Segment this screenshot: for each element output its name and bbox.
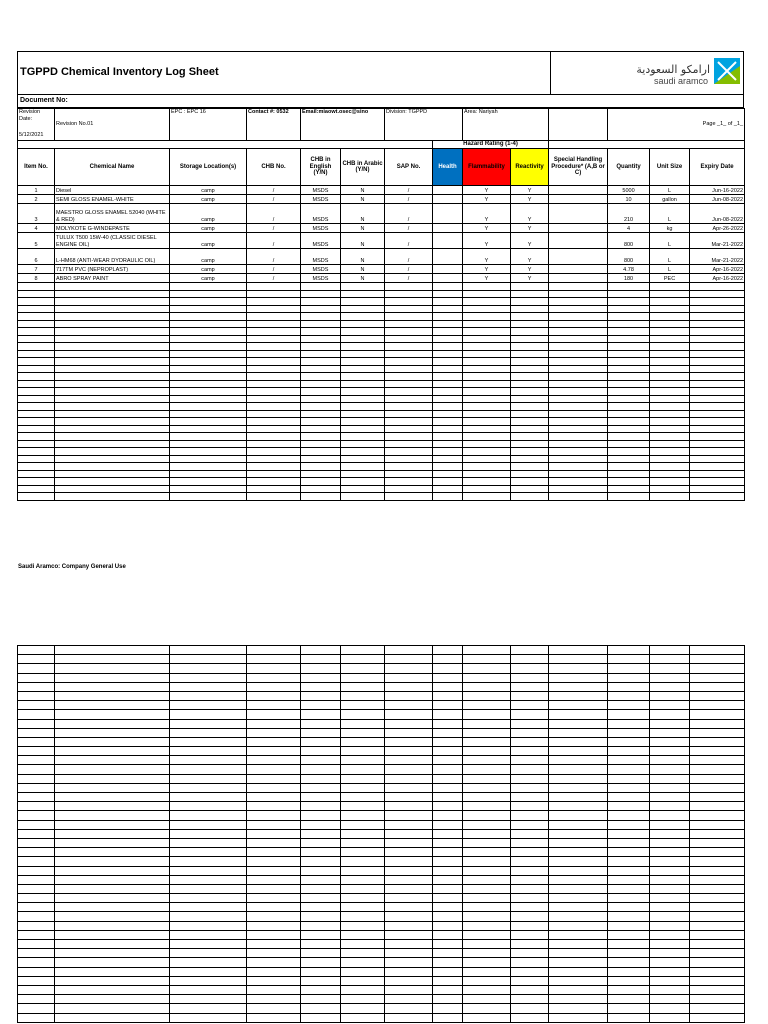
cell-chb-arabic: N [341,274,385,283]
cell-expiry-date: Jun-08-2022 [690,195,745,204]
empty-row [18,737,745,746]
cell-special-handling [549,224,608,233]
cell-unit-size: PEC [650,274,690,283]
empty-row [18,857,745,866]
col-unit-size: Unit Size [650,149,690,186]
empty-row [18,305,745,313]
cell-chb-no: / [247,233,301,249]
empty-row [18,283,745,291]
col-flammability: Flammability [463,149,511,186]
col-storage-location: Storage Location(s) [170,149,247,186]
cell-chb-no: / [247,265,301,274]
data-rows [18,186,745,283]
cell-chb-no: / [247,204,301,224]
cell-chb-arabic: N [341,265,385,274]
empty-row [18,921,745,930]
empty-row [18,728,745,737]
col-quantity: Quantity [608,149,650,186]
sheet-page-2 [17,645,744,1023]
empty-row [18,463,745,471]
cell-health [433,274,463,283]
logo-english-text: saudi aramco [653,76,708,86]
empty-row [18,940,745,949]
empty-row [18,478,745,486]
table-row [18,195,745,204]
area-cell: Area: Nariyah [463,109,549,141]
blank-rows [18,283,745,501]
cell-reactivity: Y [511,274,549,283]
cell-expiry-date: Mar-21-2022 [690,233,745,249]
info-blank-cell [549,109,608,141]
cell-flammability: Y [463,186,511,195]
sheet-page-1 [17,51,744,501]
cell-sap-no: / [385,204,433,224]
cell-special-handling [549,249,608,265]
document-no-label: Document No: [20,97,68,104]
empty-row [18,320,745,328]
aramco-logo-icon [714,58,740,84]
cell-item-no: 7 [18,265,55,274]
division-cell: Division: TGPPD [385,109,463,141]
table-row [18,274,745,283]
cell-reactivity: Y [511,233,549,249]
empty-row [18,418,745,426]
cell-unit-size: L [650,249,690,265]
col-sap-no: SAP No. [385,149,433,186]
cell-item-no: 1 [18,186,55,195]
empty-row [18,710,745,719]
cell-chb-english: MSDS [301,195,341,204]
cell-chb-arabic: N [341,233,385,249]
cell-storage-location: camp [170,249,247,265]
col-item-no: Item No. [18,149,55,186]
cell-chemical-name: TULUX T500 15W-40 (CLASSIC DIESEL ENGINE OIL) [55,233,170,249]
cell-special-handling [549,186,608,195]
empty-row [18,313,745,321]
cell-storage-location: camp [170,204,247,224]
empty-row [18,470,745,478]
cell-flammability: Y [463,249,511,265]
cell-chb-no: / [247,186,301,195]
col-expiry-date: Expiry Date [690,149,745,186]
cell-unit-size: gallon [650,195,690,204]
cell-special-handling [549,195,608,204]
cell-expiry-date: Apr-16-2022 [690,265,745,274]
cell-unit-size: kg [650,224,690,233]
revision-no-cell: Revision No.01 [55,109,170,141]
col-chb-no: CHB No. [247,149,301,186]
cell-chb-arabic: N [341,204,385,224]
empty-row [18,967,745,976]
cell-chb-no: / [247,195,301,204]
empty-row [18,903,745,912]
page-cell: Page _1_ of _1_ [608,109,745,141]
empty-row [18,719,745,728]
cell-storage-location: camp [170,195,247,204]
cell-chb-english: MSDS [301,224,341,233]
cell-unit-size: L [650,186,690,195]
cell-special-handling [549,233,608,249]
cell-item-no: 8 [18,274,55,283]
title-row [17,51,744,95]
email-cell: Email:miaowt.osec@sino [301,109,385,141]
revision-date-value: 5/12/2021 [19,132,44,138]
empty-row [18,1013,745,1022]
empty-row [18,403,745,411]
cell-health [433,186,463,195]
cell-item-no: 6 [18,249,55,265]
empty-row [18,373,745,381]
empty-row [18,1004,745,1013]
empty-row [18,298,745,306]
info-row [18,109,745,141]
cell-expiry-date: Jun-16-2022 [690,186,745,195]
cell-health [433,224,463,233]
cell-quantity: 4.78 [608,265,650,274]
empty-row [18,655,745,664]
empty-row [18,976,745,985]
inventory-table [17,108,745,501]
cell-item-no: 5 [18,233,55,249]
empty-row [18,358,745,366]
empty-row [18,493,745,501]
cell-chemical-name: 717TM PVC (NEPROPLAST) [55,265,170,274]
cell-quantity: 10 [608,195,650,204]
empty-row [18,958,745,967]
empty-row [18,410,745,418]
cell-item-no: 2 [18,195,55,204]
empty-row [18,747,745,756]
footer-classification: Saudi Aramco: Company General Use [18,564,126,570]
cell-flammability: Y [463,265,511,274]
empty-row [18,455,745,463]
cell-special-handling [549,274,608,283]
cell-quantity: 5000 [608,186,650,195]
cell-sap-no: / [385,186,433,195]
table-row [18,265,745,274]
revision-date-label: Revision Date: [19,109,41,122]
empty-row [18,811,745,820]
logo-arabic-text: ارامكو السعودية [636,63,710,76]
cell-chb-english: MSDS [301,233,341,249]
cell-chemical-name: Diesel [55,186,170,195]
empty-row [18,995,745,1004]
empty-row [18,388,745,396]
empty-row [18,802,745,811]
cell-sap-no: / [385,265,433,274]
cell-reactivity: Y [511,195,549,204]
empty-row [18,783,745,792]
empty-row [18,682,745,691]
cell-chb-english: MSDS [301,249,341,265]
cell-storage-location: camp [170,186,247,195]
empty-row [18,793,745,802]
empty-row [18,343,745,351]
empty-row [18,848,745,857]
cell-reactivity: Y [511,265,549,274]
empty-row [18,774,745,783]
cell-health [433,233,463,249]
empty-row [18,701,745,710]
cell-chemical-name: MOLYKOTE G-WINDEPASTE [55,224,170,233]
col-reactivity: Reactivity [511,149,549,186]
cell-reactivity: Y [511,224,549,233]
hazard-header-row [18,141,745,149]
sheet-title: TGPPD Chemical Inventory Log Sheet [20,66,219,78]
empty-row [18,664,745,673]
column-header-row [18,149,745,186]
table-row [18,204,745,224]
cell-quantity: 800 [608,249,650,265]
empty-row [18,328,745,336]
empty-row [18,949,745,958]
cell-health [433,249,463,265]
cell-reactivity: Y [511,249,549,265]
cell-sap-no: / [385,224,433,233]
cell-sap-no: / [385,274,433,283]
empty-row [18,440,745,448]
cell-chb-arabic: N [341,186,385,195]
cell-health [433,195,463,204]
cell-expiry-date: Mar-21-2022 [690,249,745,265]
cell-unit-size: L [650,265,690,274]
cell-flammability: Y [463,195,511,204]
cell-chemical-name: ABRO SPRAY PAINT [55,274,170,283]
cell-storage-location: camp [170,233,247,249]
cell-expiry-date: Jun-08-2022 [690,204,745,224]
cell-chb-no: / [247,249,301,265]
cell-quantity: 800 [608,233,650,249]
empty-row [18,884,745,893]
cell-chb-english: MSDS [301,186,341,195]
col-chb-arabic: CHB in Arabic (Y/N) [341,149,385,186]
cell-reactivity: Y [511,204,549,224]
col-health: Health [433,149,463,186]
empty-row [18,820,745,829]
empty-row [18,646,745,655]
hazard-rating-header: Hazard Rating (1-4) [433,141,549,149]
cell-item-no: 3 [18,204,55,224]
cell-special-handling [549,204,608,224]
empty-row [18,380,745,388]
empty-row [18,765,745,774]
cell-chb-arabic: N [341,249,385,265]
empty-row [18,350,745,358]
cell-expiry-date: Apr-26-2022 [690,224,745,233]
cell-chb-english: MSDS [301,265,341,274]
continuation-table [17,645,745,1023]
cell-sap-no: / [385,195,433,204]
cell-storage-location: camp [170,265,247,274]
empty-row [18,425,745,433]
empty-row [18,875,745,884]
empty-row [18,894,745,903]
empty-row [18,395,745,403]
cell-storage-location: camp [170,274,247,283]
empty-row [18,866,745,875]
col-special-handling: Special Handling Procedure* (A,B or C) [549,149,608,186]
cell-flammability: Y [463,274,511,283]
document-no-row [17,95,744,108]
cell-chemical-name: MAESTRO GLOSS ENAMEL 52040 (WHITE & RED) [55,204,170,224]
table-row [18,249,745,265]
epc-cell: EPC : EPC 16 [170,109,247,141]
contact-cell: Contact #: 0532 [247,109,301,141]
empty-row [18,335,745,343]
cell-quantity: 180 [608,274,650,283]
empty-row [18,838,745,847]
empty-row [18,485,745,493]
table-row [18,224,745,233]
cell-unit-size: L [650,204,690,224]
table-row [18,186,745,195]
cell-special-handling [549,265,608,274]
col-chemical-name: Chemical Name [55,149,170,186]
empty-row [18,365,745,373]
cell-flammability: Y [463,224,511,233]
cell-chb-arabic: N [341,195,385,204]
cell-reactivity: Y [511,186,549,195]
empty-row [18,912,745,921]
cell-health [433,265,463,274]
cell-chemical-name: L-HM68 (ANTI-WEAR DYDRAULIC OIL) [55,249,170,265]
cell-unit-size: L [650,233,690,249]
cell-quantity: 4 [608,224,650,233]
table-row [18,233,745,249]
empty-row [18,985,745,994]
cell-flammability: Y [463,204,511,224]
cell-health [433,204,463,224]
cell-chb-no: / [247,224,301,233]
empty-row [18,756,745,765]
cell-chemical-name: SEMI GLOSS ENAMEL-WHITE [55,195,170,204]
cell-item-no: 4 [18,224,55,233]
cell-chb-arabic: N [341,224,385,233]
empty-row [18,448,745,456]
empty-row [18,673,745,682]
cell-sap-no: / [385,233,433,249]
col-chb-english: CHB in English (Y/N) [301,149,341,186]
empty-row [18,829,745,838]
cell-flammability: Y [463,233,511,249]
empty-row [18,930,745,939]
revision-date-cell [18,109,55,141]
cell-chb-english: MSDS [301,274,341,283]
cell-expiry-date: Apr-16-2022 [690,274,745,283]
cell-storage-location: camp [170,224,247,233]
cell-quantity: 210 [608,204,650,224]
empty-row [18,290,745,298]
logo-box [550,51,746,95]
cell-chb-no: / [247,274,301,283]
cell-chb-english: MSDS [301,204,341,224]
cell-sap-no: / [385,249,433,265]
empty-row [18,433,745,441]
empty-row [18,691,745,700]
